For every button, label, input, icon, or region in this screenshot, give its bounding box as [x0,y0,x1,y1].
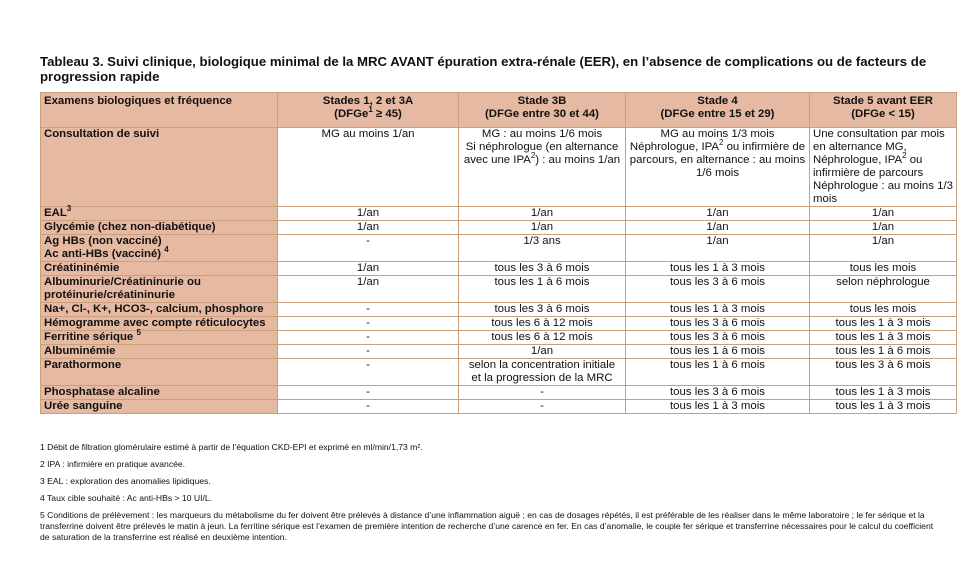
table-title: Tableau 3. Suivi clinique, biologique minimal de la MRC AVANT épuration extra-rénale (EER), en l’absence de complications ou de facteurs de progression rapide [40,54,927,84]
table-row [41,345,957,359]
table-row [41,331,957,345]
cell: tous les 1 à 3 mois [626,400,810,414]
cell: tous les 1 à 3 mois [810,386,957,400]
cell: tous les 3 à 6 mois [459,262,626,276]
table-row [41,276,957,303]
row-label: EAL$^3$ [41,207,278,221]
cell: tous les 1 à 3 mois [626,303,810,317]
cell: 1/an [626,235,810,262]
cell: tous les mois [810,303,957,317]
footnote: 3 EAL : exploration des anomalies lipidiques. [40,476,211,486]
cell: tous les 1 à 3 mois [810,317,957,331]
cell: tous les 1 à 6 mois [810,345,957,359]
header-stage-1-3a: Stades 1, 2 et 3A (DFGe$^1$ ≥ 45) [278,93,459,128]
cell: 1/an [278,276,459,303]
table-row [41,400,957,414]
header-exams: Examens biologiques et fréquence [41,93,278,128]
cell: tous les 1 à 3 mois [626,262,810,276]
table-row [41,207,957,221]
cell: - [278,359,459,386]
footnotes [40,442,945,543]
row-label: Créatininémie [41,262,278,276]
cell: tous les mois [810,262,957,276]
table-row [41,359,957,386]
row-label: Ag HBs (non vacciné) Ac anti-HBs (vacciné) $^4$ [41,235,278,262]
cell: 1/an [278,262,459,276]
cell: tous les 3 à 6 mois [626,276,810,303]
cell: tous les 3 à 6 mois [810,359,957,386]
cell: 1/an [810,221,957,235]
table-row [41,221,957,235]
cell: tous les 3 à 6 mois [626,386,810,400]
cell: MG au moins 1/3 mois Néphrologue, IPA$^2$ ou infirmière de parcours, en alternance : au moins 1/6 mois [626,128,810,207]
cell: - [459,400,626,414]
cell: - [278,317,459,331]
cell: 1/an [626,207,810,221]
cell: - [278,345,459,359]
row-label: Phosphatase alcaline [41,386,278,400]
cell: - [278,235,459,262]
cell: tous les 1 à 6 mois [626,359,810,386]
cell: 1/3 ans [459,235,626,262]
cell: 1/an [278,207,459,221]
row-label: Hémogramme avec compte réticulocytes [41,317,278,331]
cell: Une consultation par mois en alternance MG, Néphrologue, IPA$^2$ ou infirmière de parcours Néphrologue : au moins 1/3 mois [810,128,957,207]
cell: - [278,386,459,400]
cell: 1/an [459,207,626,221]
row-label: Parathormone [41,359,278,386]
header-stage-5: Stade 5 avant EER (DFGe < 15) [810,93,957,128]
cell: 1/an [278,221,459,235]
cell: 1/an [810,235,957,262]
cell: 1/an [459,221,626,235]
table-row [41,386,957,400]
cell: MG au moins 1/an [278,128,459,207]
table-row [41,262,957,276]
cell: tous les 3 à 6 mois [626,331,810,345]
cell: - [459,386,626,400]
table-row [41,128,957,207]
cell: 1/an [626,221,810,235]
cell: tous les 1 à 6 mois [459,276,626,303]
cell: tous les 3 à 6 mois [626,317,810,331]
cell: tous les 1 à 6 mois [626,345,810,359]
row-label: Urée sanguine [41,400,278,414]
header-stage-4: Stade 4 (DFGe entre 15 et 29) [626,93,810,128]
table-row [41,235,957,262]
footnote: 5 Conditions de prélèvement : les marqueurs du métabolisme du fer doivent être prélevés à distance d’une inflammation aiguë ; en cas de dosages répétés, il est préférable de les réaliser dans le même laboratoire ; le fer sérique et la transferrine doivent être prélevés le matin à jeun. La ferritine sérique est l’examen de première intention de recherche d’une carence en fer. En cas d’anomalie, le couple fer sérique et transferrine nécessaires pour le calcul du coefficient de saturation de la transferrine est réalisé en deuxième intention. [40,510,934,542]
table-header-row [41,93,957,128]
cell: selon néphrologue [810,276,957,303]
row-label: Albuminurie/Créatininurie ou protéinurie/créatininurie [41,276,278,303]
cell: 1/an [459,345,626,359]
cell: 1/an [810,207,957,221]
footnote: 2 IPA : infirmière en pratique avancée. [40,459,186,469]
row-label: Albuminémie [41,345,278,359]
cell: - [278,400,459,414]
cell: tous les 1 à 3 mois [810,400,957,414]
row-label: Glycémie (chez non-diabétique) [41,221,278,235]
cell: tous les 6 à 12 mois [459,331,626,345]
cell: tous les 1 à 3 mois [810,331,957,345]
cell: - [278,303,459,317]
follow-up-table [40,92,957,414]
cell: selon la concentration initiale et la progression de la MRC [459,359,626,386]
footnote: 1 Débit de filtration glomérulaire estimé à partir de l’équation CKD-EPI et exprimé en ml/min/1,73 m². [40,442,423,452]
table-row [41,303,957,317]
cell: MG : au moins 1/6 mois Si néphrologue (en alternance avec une IPA$^2$) : au moins 1/an [459,128,626,207]
header-stage-3b: Stade 3B (DFGe entre 30 et 44) [459,93,626,128]
cell: - [278,331,459,345]
cell: tous les 6 à 12 mois [459,317,626,331]
footnote: 4 Taux cible souhaité : Ac anti-HBs > 10 UI/L. [40,493,213,503]
row-label: Na+, Cl-, K+, HCO3-, calcium, phosphore [41,303,278,317]
row-label: Ferritine sérique $^5$ [41,331,278,345]
cell: tous les 3 à 6 mois [459,303,626,317]
table-row [41,317,957,331]
row-label: Consultation de suivi [41,128,278,207]
